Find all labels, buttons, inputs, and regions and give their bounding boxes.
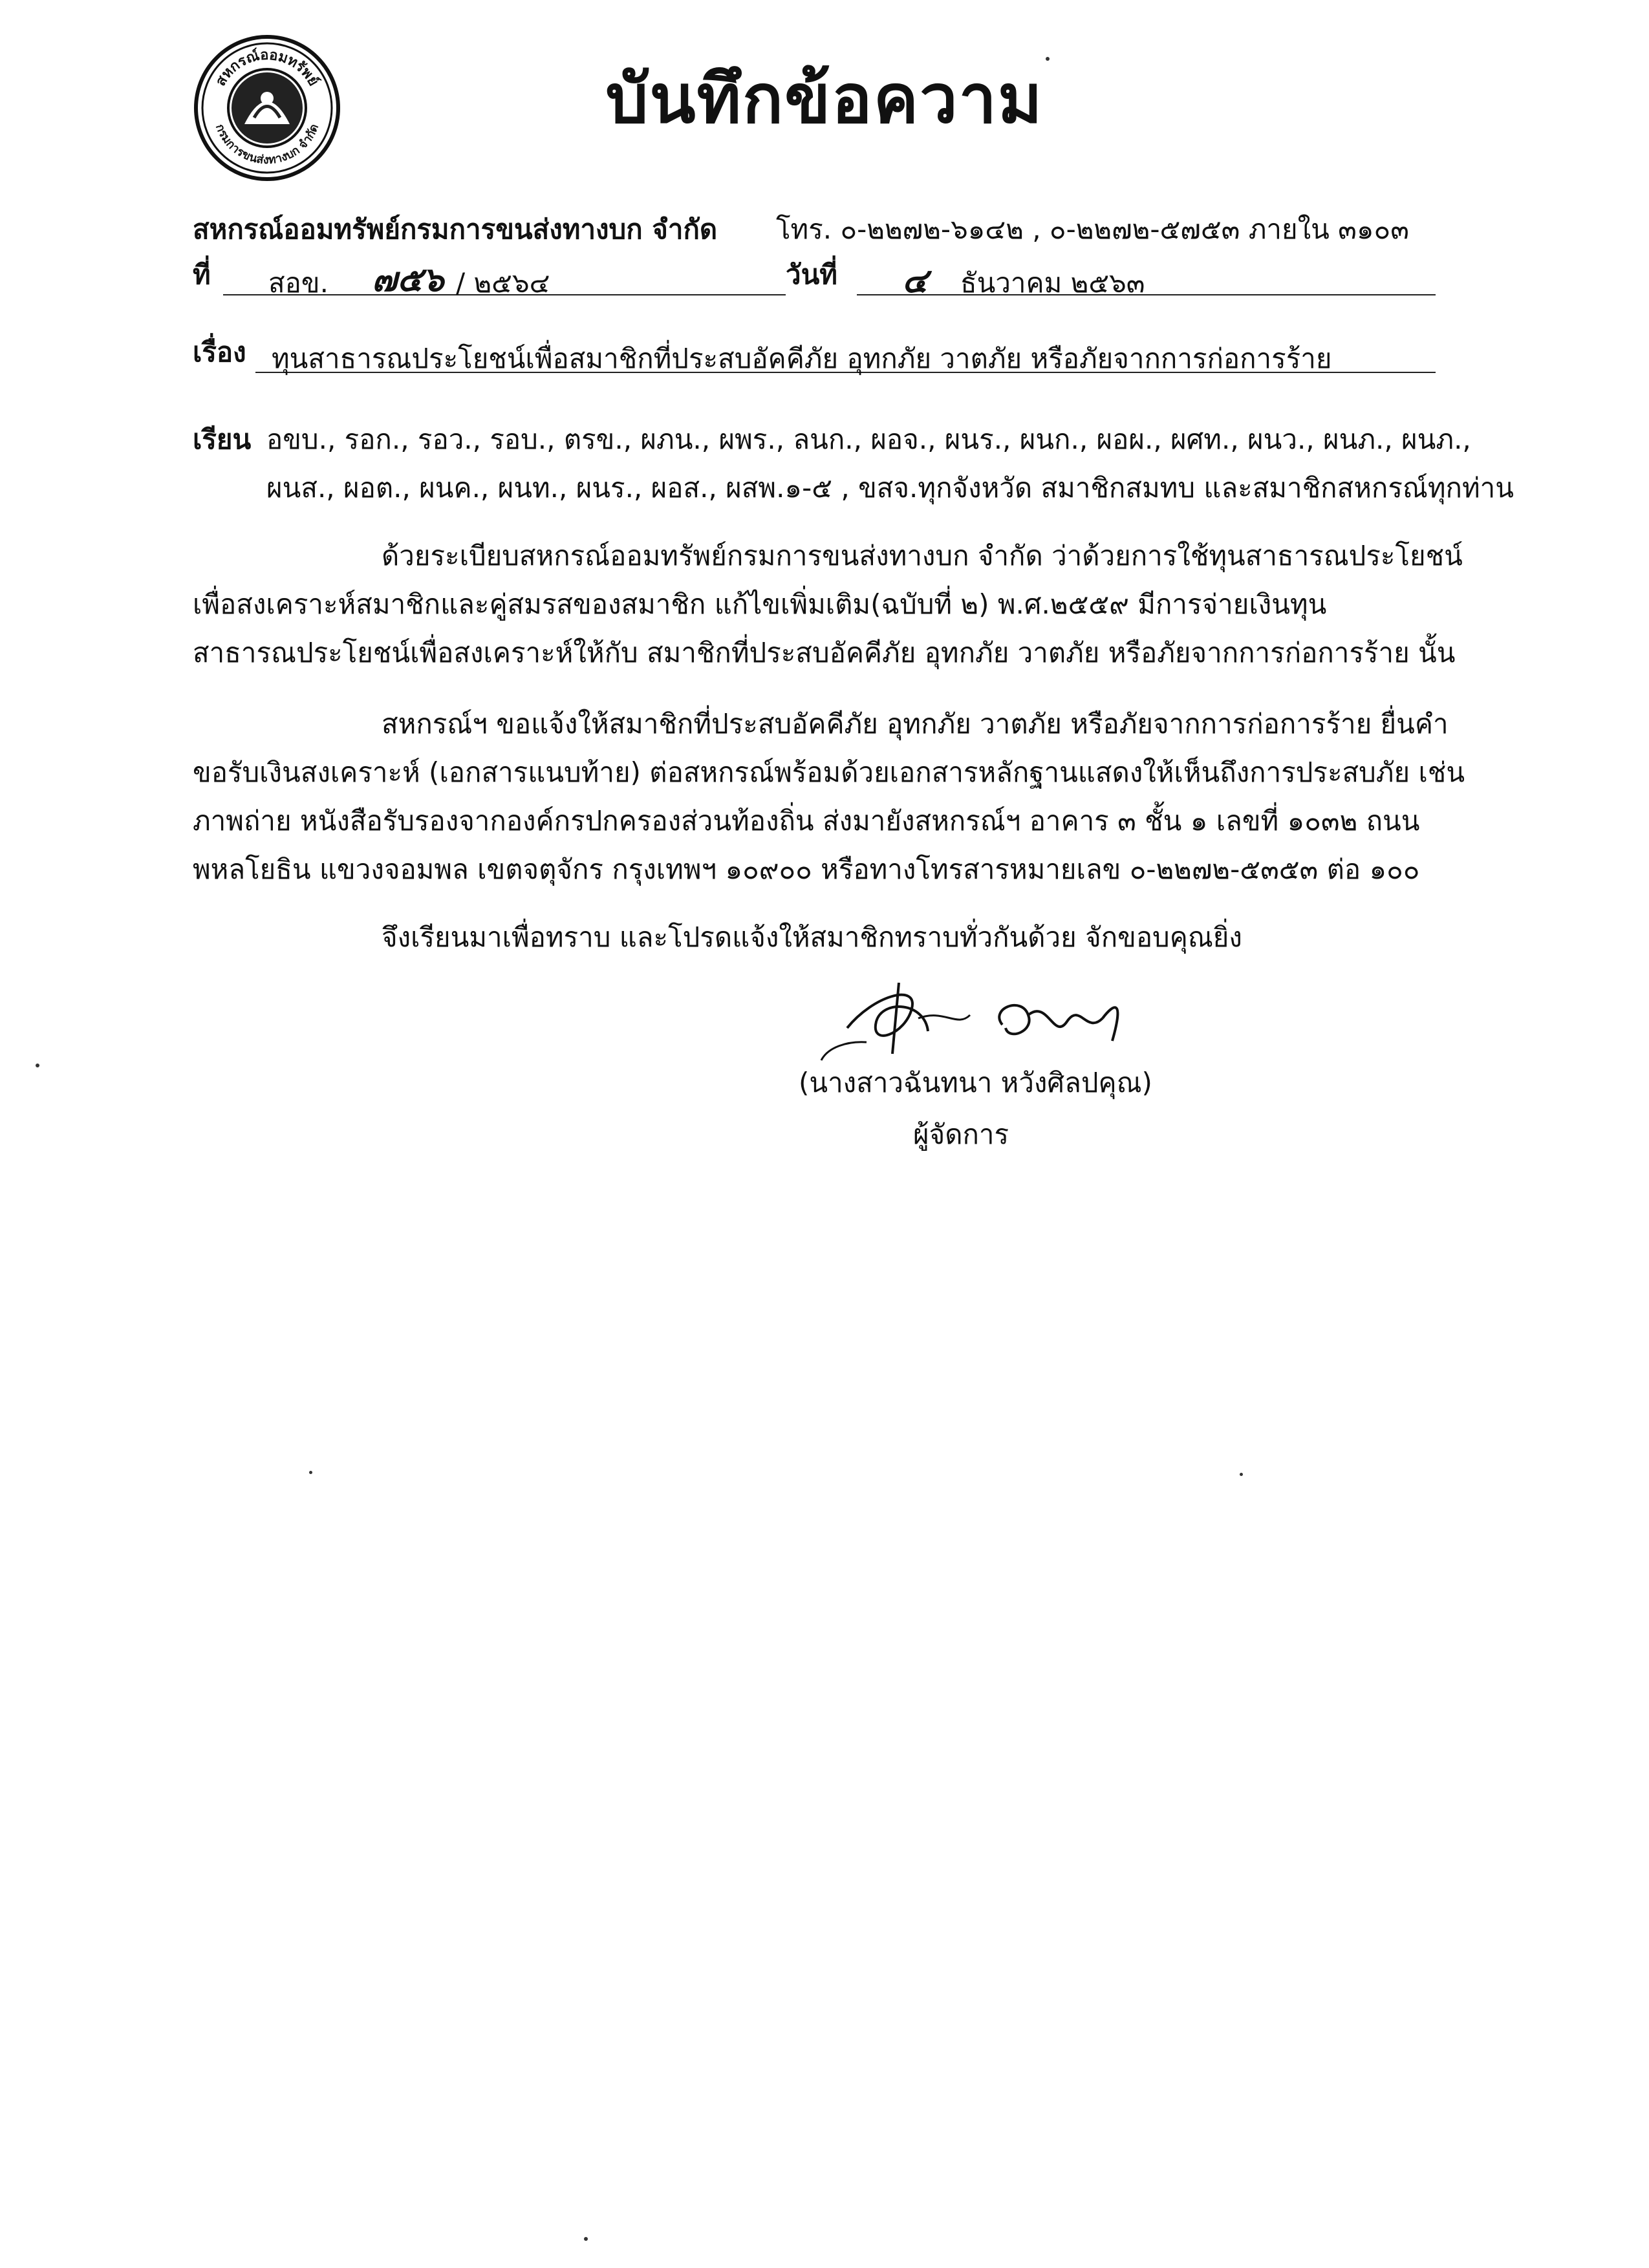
body-p2-line-2: ขอรับเงินสงเคราะห์ (เอกสารแนบท้าย) ต่อสหกรณ์พร้อมด้วยเอกสารหลักฐานแสดงให้เห็นถึงการประสบภัย เช่น [193, 756, 1465, 788]
body-p1-line-2: เพื่อสงเคราะห์สมาชิกและคู่สมรสของสมาชิก แก้ไขเพิ่มเติม(ฉบับที่ ๒) พ.ศ.๒๕๕๙ มีการจ่ายเงินทุน [193, 588, 1327, 620]
org-phone: โทร. ๐-๒๒๗๒-๖๑๔๒ , ๐-๒๒๗๒-๕๗๕๓ ภายใน ๓๑๐๓ [776, 213, 1409, 245]
subject-label: เรื่อง [193, 336, 246, 368]
seal-text-top: สหกรณ์ออมทรัพย์ [212, 47, 322, 89]
recipients-label: เรียน [193, 423, 252, 455]
date-day: ๔ [902, 261, 928, 301]
recipients-line-2: ผนส., ผอต., ผนค., ผนท., ผนร., ผอส., ผสพ.๑-๕ , ขสจ.ทุกจังหวัด สมาชิกสมทบ และสมาชิกสหกรณ์ทุกท่าน [266, 472, 1514, 504]
signatory-position: ผู้จัดการ [913, 1118, 1009, 1150]
body-p3-line-1: จึงเรียนมาเพื่อทราบ และโปรดแจ้งให้สมาชิกทราบทั่วกันด้วย จักขอบคุณยิ่ง [382, 921, 1242, 953]
ref-label: ที่ [193, 259, 211, 290]
org-name: สหกรณ์ออมทรัพย์กรมการขนส่งทางบก จำกัด [193, 213, 718, 245]
seal-text-bottom: กรมการขนส่งทางบก จำกัด [212, 122, 322, 167]
body-p2-line-3: ภาพถ่าย หนังสือรับรองจากองค์กรปกครองส่วนท้องถิ่น ส่งมายังสหกรณ์ฯ อาคาร ๓ ชั้น ๑ เลขที่ ๑๐๓๒ ถนน [193, 805, 1420, 837]
scan-speck [1240, 1473, 1243, 1476]
ref-year: / ๒๕๖๔ [456, 267, 550, 299]
body-p2-line-4: พหลโยธิน แขวงจอมพล เขตจตุจักร กรุงเทพฯ ๑๐๙๐๐ หรือทางโทรสารหมายเลข ๐-๒๒๗๒-๕๓๕๓ ต่อ ๑๐๐ [193, 853, 1420, 885]
scan-speck [309, 1471, 312, 1474]
scan-speck [1046, 57, 1050, 61]
subject-text: ทุนสาธารณประโยชน์เพื่อสมาชิกที่ประสบอัคคีภัย อุทกภัย วาตภัย หรือภัยจากการก่อการร้าย [272, 343, 1332, 374]
body-p2-line-1: สหกรณ์ฯ ขอแจ้งให้สมาชิกที่ประสบอัคคีภัย อุทกภัย วาตภัย หรือภัยจากการก่อการร้าย ยื่นคำ [382, 708, 1449, 740]
body-p1-line-1: ด้วยระเบียบสหกรณ์ออมทรัพย์กรมการขนส่งทางบก จำกัด ว่าด้วยการใช้ทุนสาธารณประโยชน์ [382, 540, 1463, 572]
scan-speck [36, 1064, 39, 1067]
scan-speck [584, 2237, 588, 2241]
page-title: บันทึกข้อความ [605, 59, 1044, 138]
recipients-line-1: อขบ., รอก., รอว., รอบ., ตรข., ผภน., ผพร., ลนก., ผอจ., ผนร., ผนก., ผอผ., ผศท., ผนว., ผนภ., ผนภ., [266, 423, 1471, 455]
date-month-year: ธันวาคม ๒๕๖๓ [960, 267, 1145, 299]
ref-prefix: สอข. [268, 267, 329, 299]
ref-number: ๗๕๖ [372, 260, 444, 299]
date-underline [857, 294, 1436, 295]
date-label: วันที่ [786, 259, 837, 290]
handwritten-signature [808, 970, 1170, 1067]
signatory-name: (นางสาวฉันทนา หวังศิลปคุณ) [799, 1067, 1152, 1098]
body-p1-line-3: สาธารณประโยชน์เพื่อสงเคราะห์ให้กับ สมาชิกที่ประสบอัคคีภัย อุทกภัย วาตภัย หรือภัยจากการก่อการร้าย นั้น [193, 637, 1456, 669]
